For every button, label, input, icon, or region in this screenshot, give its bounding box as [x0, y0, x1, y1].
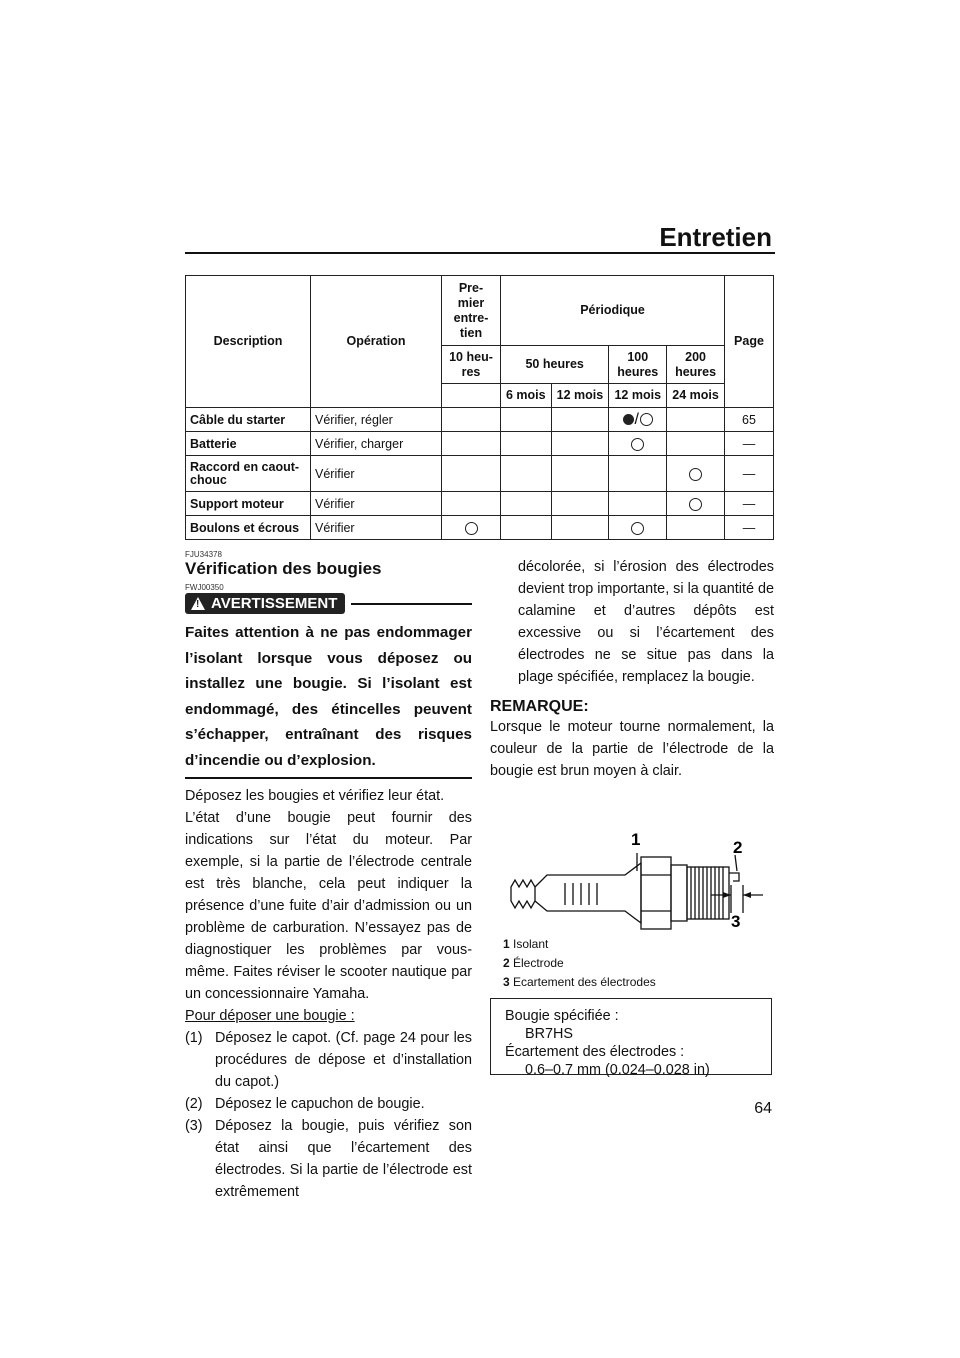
list-text: Déposez le capot. (Cf. page 24 pour les procédures de dépose et d’installation du capot.) [215, 1030, 472, 1090]
list-item [185, 1027, 472, 1093]
legend-num: 1 [503, 937, 510, 951]
header-initial: Pre- mier entre- tien [442, 276, 501, 346]
list-text: Déposez le capuchon de bougie. [215, 1096, 425, 1112]
row-description: Câble du starter [186, 408, 311, 432]
spark-plug-figure [505, 825, 775, 931]
row-page: — [725, 516, 774, 540]
header-200h: 200 heures [667, 346, 725, 384]
row-page: — [725, 492, 774, 516]
spec-plug-value: BR7HS [525, 1026, 573, 1042]
paragraph: décolorée, si l’érosion des électrodes devient trop importante, si la quantité de calamine et d’autres dépôts est excessive ou si l’écartement des électrodes ne se situe pas dans la plage spécifiée, remplacez la bougie. [518, 559, 774, 685]
section-title: Vérification des bougies [185, 559, 382, 578]
note-title: REMARQUE: [490, 698, 589, 715]
row-page: 65 [725, 408, 774, 432]
header-24m: 24 mois [667, 384, 725, 408]
header-12m-a: 12 mois [551, 384, 609, 408]
page-number: 64 [754, 1100, 772, 1117]
warning-header [185, 593, 472, 614]
legend-item [503, 935, 656, 954]
row-description: Support moteur [186, 492, 311, 516]
row-operation: Vérifier, régler [311, 408, 442, 432]
section-code: FJU34378 [185, 550, 222, 559]
spec-gap-label: Écartement des électrodes : [505, 1044, 685, 1060]
list-number: (1) [185, 1030, 203, 1046]
legend-item [503, 954, 656, 973]
row-operation: Vérifier [311, 516, 442, 540]
header-100h: 100 heures [609, 346, 667, 384]
paragraph: L’état d’une bougie peut fournir des indications sur l’état du moteur. Par exemple, si la partie de l’électrode centrale est très blanche, cela peut indiquer la présence d’une fuite d’air d’admission ou un problème de carburation. N’essayez pas de diagnostiquer les problèmes par vous-même. Faites réviser le scooter nautique par un concessionnaire Yamaha. [185, 810, 472, 1002]
header-12m-b: 12 mois [609, 384, 667, 408]
warning-badge [185, 593, 345, 614]
warning-label: AVERTISSEMENT [211, 595, 338, 612]
callout-2: 2 [733, 838, 743, 857]
table-row [186, 456, 774, 492]
callout-1: 1 [631, 830, 641, 849]
terminal-shape [511, 880, 535, 908]
list-item [185, 1115, 472, 1203]
spec-box [490, 998, 772, 1078]
list-item [185, 1093, 472, 1115]
spec-gap-value: 0.6–0.7 mm (0.024–0.028 in) [525, 1062, 710, 1078]
paragraph: Déposez les bougies et vérifiez leur état. [185, 788, 445, 804]
row-description: Boulons et écrous [186, 516, 311, 540]
mark-open [609, 432, 667, 456]
header-operation: Opération [311, 276, 442, 408]
mark-open [609, 516, 667, 540]
row-page: — [725, 456, 774, 492]
figure-legend [503, 935, 656, 992]
row-page: — [725, 432, 774, 456]
warning-rule [185, 777, 472, 779]
legend-label: Ecartement des électrodes [513, 975, 656, 989]
row-description: Raccord en caout- chouc [186, 456, 311, 492]
row-description: Batterie [186, 432, 311, 456]
row-operation: Vérifier [311, 456, 442, 492]
legend-num: 3 [503, 975, 510, 989]
electrode-shape [729, 873, 739, 881]
list-number: (3) [185, 1118, 203, 1134]
callout-3: 3 [731, 912, 741, 931]
left-column [185, 550, 472, 1203]
legend-num: 2 [503, 956, 510, 970]
header-periodic: Périodique [501, 276, 725, 346]
header-50h: 50 heures [501, 346, 609, 384]
right-column [490, 556, 774, 782]
mark-filled-or-open: / [609, 408, 667, 432]
header-blank [442, 384, 501, 408]
header-divider [185, 252, 775, 254]
list-number: (2) [185, 1096, 203, 1112]
header-10h: 10 heu- res [442, 346, 501, 384]
list-text: Déposez la bougie, puis vérifiez son état ainsi que l’écartement des électrodes. Si la partie de l’électrode est extrêmement [215, 1118, 472, 1200]
mark-open [442, 516, 501, 540]
table-row [186, 432, 774, 456]
note-text: Lorsque le moteur tourne normalement, la couleur de la partie de l’électrode de la bougie est brun moyen à clair. [490, 719, 774, 779]
hex-body [641, 857, 671, 929]
warning-code: FWJ00350 [185, 583, 224, 592]
mark-open [667, 456, 725, 492]
insulator-shape [535, 863, 641, 923]
legend-item [503, 973, 656, 992]
row-operation: Vérifier [311, 492, 442, 516]
page-title: Entretien [659, 222, 772, 252]
header-description: Description [186, 276, 311, 408]
legend-label: Isolant [513, 937, 549, 951]
table-row [186, 492, 774, 516]
warning-icon: ! [191, 597, 205, 610]
header-page: Page [725, 276, 774, 408]
row-operation: Vérifier, charger [311, 432, 442, 456]
spec-plug-label: Bougie spécifiée : [505, 1008, 619, 1024]
subheading: Pour déposer une bougie : [185, 1008, 355, 1024]
mark-open [667, 492, 725, 516]
table-row [186, 408, 774, 432]
maintenance-table [185, 275, 774, 540]
header-6m: 6 mois [501, 384, 552, 408]
table-row [186, 516, 774, 540]
legend-label: Électrode [513, 956, 564, 970]
warning-text: Faites attention à ne pas endommager l’isolant lorsque vous déposez ou installez une bougie. Si l’isolant est endommagé, des étincelles peuvent s’échapper, entraînant des risques d’incendie ou d’explosion. [185, 624, 472, 769]
